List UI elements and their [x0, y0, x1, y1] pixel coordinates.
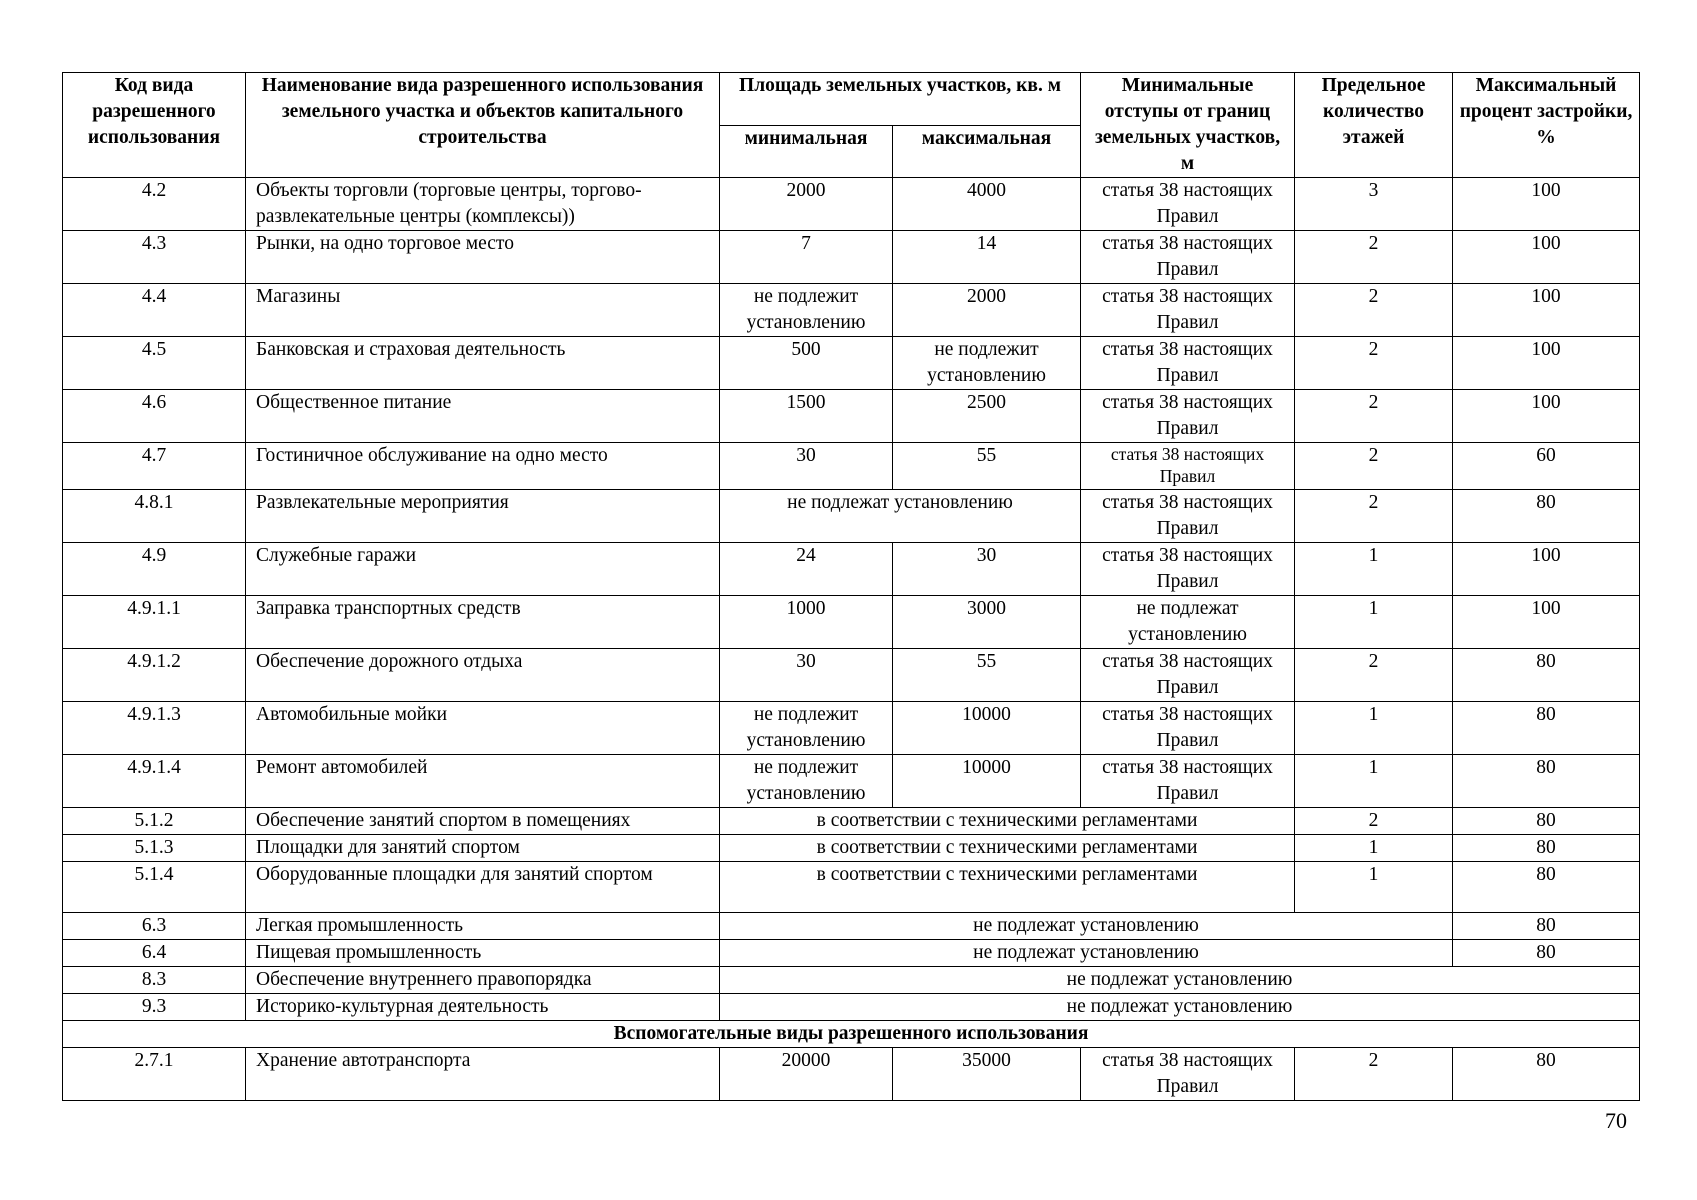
cell-area-min: 7	[720, 231, 893, 284]
table-row	[63, 940, 1640, 967]
cell-code: 5.1.4	[63, 862, 246, 913]
cell-name: Площадки для занятий спортом	[246, 835, 720, 862]
cell-name: Магазины	[246, 284, 720, 337]
cell-code: 4.9.1.4	[63, 755, 246, 808]
cell-coverage: 100	[1453, 390, 1640, 443]
cell-merged: в соответствии с техническими регламентами	[720, 835, 1295, 862]
cell-setback: статья 38 настоящих Правил	[1081, 284, 1295, 337]
cell-name: Обеспечение внутреннего правопорядка	[246, 967, 720, 994]
table-row	[63, 231, 1640, 284]
cell-floors: 2	[1295, 1048, 1453, 1101]
cell-setback: не подлежат установлению	[1081, 596, 1295, 649]
table-row	[63, 808, 1640, 835]
table-row	[63, 1048, 1640, 1101]
cell-coverage: 80	[1453, 755, 1640, 808]
cell-floors: 2	[1295, 337, 1453, 390]
table-row	[63, 755, 1640, 808]
cell-code: 2.7.1	[63, 1048, 246, 1101]
section-row	[63, 1021, 1640, 1048]
cell-floors: 1	[1295, 835, 1453, 862]
cell-code: 4.8.1	[63, 490, 246, 543]
cell-name: Оборудованные площадки для занятий спортом	[246, 862, 720, 913]
cell-area-max: 14	[893, 231, 1081, 284]
cell-name: Развлекательные мероприятия	[246, 490, 720, 543]
cell-coverage: 80	[1453, 913, 1640, 940]
cell-code: 5.1.2	[63, 808, 246, 835]
header-setback: Минимальные отступы от границ земельных участков, м	[1081, 73, 1295, 178]
cell-code: 4.9.1.2	[63, 649, 246, 702]
cell-area-min: 24	[720, 543, 893, 596]
cell-name: Автомобильные мойки	[246, 702, 720, 755]
header-area-min: минимальная	[720, 125, 893, 178]
cell-area-min: 500	[720, 337, 893, 390]
cell-code: 9.3	[63, 994, 246, 1021]
cell-floors: 3	[1295, 178, 1453, 231]
header-coverage: Максимальный процент застройки, %	[1453, 73, 1640, 178]
table-row	[63, 178, 1640, 231]
cell-name: Банковская и страховая деятельность	[246, 337, 720, 390]
table-row	[63, 443, 1640, 490]
cell-setback: статья 38 настоящих Правил	[1081, 390, 1295, 443]
cell-code: 5.1.3	[63, 835, 246, 862]
cell-code: 4.6	[63, 390, 246, 443]
cell-area-max: 55	[893, 443, 1081, 490]
cell-merged: не подлежат установлению	[720, 940, 1453, 967]
cell-coverage: 80	[1453, 702, 1640, 755]
cell-floors: 1	[1295, 596, 1453, 649]
cell-name: Легкая промышленность	[246, 913, 720, 940]
cell-code: 8.3	[63, 967, 246, 994]
cell-name: Гостиничное обслуживание на одно место	[246, 443, 720, 490]
cell-area-max: 55	[893, 649, 1081, 702]
cell-name: Объекты торговли (торговые центры, торгово-развлекательные центры (комплексы))	[246, 178, 720, 231]
cell-area-max: 2000	[893, 284, 1081, 337]
cell-code: 4.5	[63, 337, 246, 390]
cell-name: Служебные гаражи	[246, 543, 720, 596]
cell-name: Историко-культурная деятельность	[246, 994, 720, 1021]
table-row	[63, 649, 1640, 702]
cell-setback: статья 38 настоящих Правил	[1081, 1048, 1295, 1101]
cell-area-min: 30	[720, 443, 893, 490]
table-row	[63, 543, 1640, 596]
cell-name: Обеспечение занятий спортом в помещениях	[246, 808, 720, 835]
header-area-max: максимальная	[893, 125, 1081, 178]
cell-code: 4.9.1.1	[63, 596, 246, 649]
cell-floors: 1	[1295, 543, 1453, 596]
cell-area-min: не подлежит установлению	[720, 702, 893, 755]
cell-code: 4.2	[63, 178, 246, 231]
cell-name: Рынки, на одно торговое место	[246, 231, 720, 284]
header-area: Площадь земельных участков, кв. м	[720, 73, 1081, 126]
cell-floors: 2	[1295, 231, 1453, 284]
cell-area-max: 4000	[893, 178, 1081, 231]
header-floors: Предельное количество этажей	[1295, 73, 1453, 178]
cell-area-max: 10000	[893, 755, 1081, 808]
cell-name: Обеспечение дорожного отдыха	[246, 649, 720, 702]
cell-coverage: 80	[1453, 1048, 1640, 1101]
cell-name: Заправка транспортных средств	[246, 596, 720, 649]
cell-area-min: не подлежит установлению	[720, 755, 893, 808]
table-row	[63, 913, 1640, 940]
table-row	[63, 390, 1640, 443]
cell-floors: 2	[1295, 284, 1453, 337]
page-number: 70	[1605, 1108, 1627, 1133]
cell-merged: не подлежат установлению	[720, 994, 1640, 1021]
table-row	[63, 490, 1640, 543]
cell-floors: 2	[1295, 808, 1453, 835]
cell-setback: статья 38 настоящих Правил	[1081, 337, 1295, 390]
cell-setback: статья 38 настоящих Правил	[1081, 231, 1295, 284]
cell-merged: не подлежат установлению	[720, 967, 1640, 994]
cell-coverage: 80	[1453, 835, 1640, 862]
cell-area: не подлежат установлению	[720, 490, 1081, 543]
cell-coverage: 80	[1453, 490, 1640, 543]
table-row	[63, 284, 1640, 337]
cell-code: 4.9	[63, 543, 246, 596]
cell-area-min: не подлежит установлению	[720, 284, 893, 337]
cell-area-max: не подлежит установлению	[893, 337, 1081, 390]
cell-code: 6.4	[63, 940, 246, 967]
cell-area-max: 3000	[893, 596, 1081, 649]
cell-area-min: 20000	[720, 1048, 893, 1101]
cell-setback: статья 38 настоящих Правил	[1081, 543, 1295, 596]
cell-coverage: 80	[1453, 808, 1640, 835]
cell-code: 6.3	[63, 913, 246, 940]
cell-floors: 1	[1295, 755, 1453, 808]
cell-floors: 1	[1295, 702, 1453, 755]
cell-setback: статья 38 настоящих Правил	[1081, 443, 1295, 490]
table-row	[63, 596, 1640, 649]
cell-merged: в соответствии с техническими регламентами	[720, 862, 1295, 913]
section-title: Вспомогательные виды разрешенного использования	[63, 1021, 1640, 1048]
cell-floors: 2	[1295, 490, 1453, 543]
cell-coverage: 100	[1453, 596, 1640, 649]
cell-setback: статья 38 настоящих Правил	[1081, 490, 1295, 543]
cell-merged: не подлежат установлению	[720, 913, 1453, 940]
table-row	[63, 994, 1640, 1021]
cell-coverage: 80	[1453, 649, 1640, 702]
table-row	[63, 862, 1640, 913]
cell-coverage: 60	[1453, 443, 1640, 490]
table-body	[63, 178, 1640, 1101]
cell-coverage: 100	[1453, 284, 1640, 337]
cell-floors: 2	[1295, 390, 1453, 443]
table-row	[63, 702, 1640, 755]
cell-area-min: 2000	[720, 178, 893, 231]
cell-area-max: 10000	[893, 702, 1081, 755]
cell-area-max: 30	[893, 543, 1081, 596]
cell-setback: статья 38 настоящих Правил	[1081, 649, 1295, 702]
cell-name: Пищевая промышленность	[246, 940, 720, 967]
cell-coverage: 100	[1453, 337, 1640, 390]
table-header	[63, 73, 1640, 178]
cell-area-min: 30	[720, 649, 893, 702]
table-row	[63, 835, 1640, 862]
cell-coverage: 100	[1453, 178, 1640, 231]
cell-coverage: 80	[1453, 940, 1640, 967]
cell-coverage: 80	[1453, 862, 1640, 913]
cell-code: 4.7	[63, 443, 246, 490]
cell-code: 4.4	[63, 284, 246, 337]
cell-code: 4.3	[63, 231, 246, 284]
cell-area-min: 1000	[720, 596, 893, 649]
cell-floors: 2	[1295, 649, 1453, 702]
cell-floors: 2	[1295, 443, 1453, 490]
cell-floors: 1	[1295, 862, 1453, 913]
cell-setback: статья 38 настоящих Правил	[1081, 178, 1295, 231]
cell-setback: статья 38 настоящих Правил	[1081, 755, 1295, 808]
cell-name: Ремонт автомобилей	[246, 755, 720, 808]
table-row	[63, 337, 1640, 390]
cell-name: Хранение автотранспорта	[246, 1048, 720, 1101]
cell-coverage: 100	[1453, 543, 1640, 596]
cell-area-max: 35000	[893, 1048, 1081, 1101]
cell-setback: статья 38 настоящих Правил	[1081, 702, 1295, 755]
zoning-table	[62, 72, 1640, 1101]
cell-area-min: 1500	[720, 390, 893, 443]
cell-coverage: 100	[1453, 231, 1640, 284]
header-code: Код вида разрешенного использования	[63, 73, 246, 178]
cell-area-max: 2500	[893, 390, 1081, 443]
cell-name: Общественное питание	[246, 390, 720, 443]
cell-merged: в соответствии с техническими регламентами	[720, 808, 1295, 835]
table-row	[63, 967, 1640, 994]
cell-code: 4.9.1.3	[63, 702, 246, 755]
header-name: Наименование вида разрешенного использования земельного участка и объектов капитального строительства	[246, 73, 720, 178]
